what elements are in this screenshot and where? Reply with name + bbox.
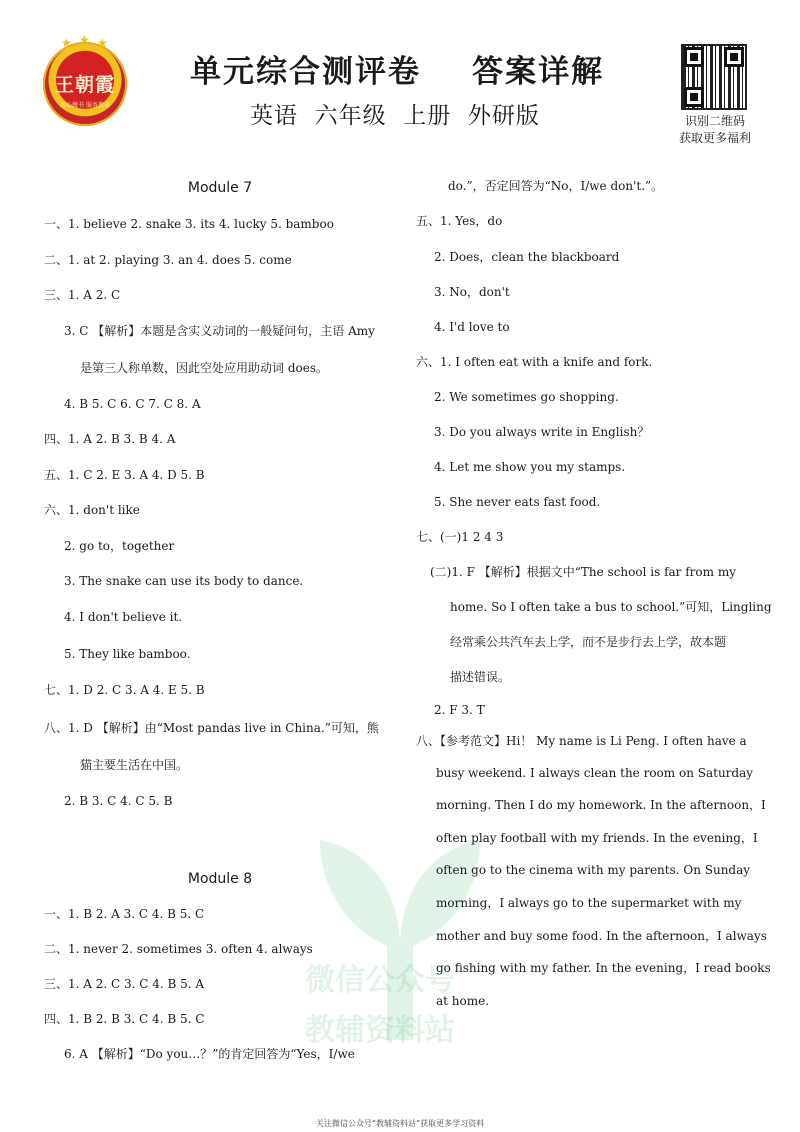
answer-line: 二、1. at 2. playing 3. an 4. does 5. come [44, 253, 292, 267]
answer-line: 2. go to，together [64, 539, 175, 553]
answer-line: 4. I'd love to [434, 320, 510, 334]
page-title: 单元综合测评卷 答案详解 [190, 54, 605, 90]
answer-line: 四、1. B 2. B 3. C 4. B 5. C [44, 1012, 205, 1026]
answer-line: 3. The snake can use its body to dance. [64, 574, 304, 588]
answer-line: 5. She never eats fast food. [434, 495, 601, 509]
answer-line: 六、1. don't like [44, 503, 140, 517]
watermark-line2: 教辅资料站 [305, 1013, 455, 1048]
answer-line: 三、1. A 2. C [44, 288, 121, 302]
watermark-line1: 微信公众号 [305, 963, 455, 998]
answer-line: 6. A 【解析】“Do you…？”的肯定回答为“Yes，I/we [64, 1047, 355, 1061]
module8-heading: Module 8 [187, 871, 253, 887]
answer-line: 2. B 3. C 4. C 5. B [64, 794, 173, 808]
answer-line: 描述错误。 [450, 670, 511, 684]
answer-line: 三、1. A 2. C 3. C 4. B 5. A [44, 977, 205, 991]
answer-line: morning. Then I do my homework. In the afternoon，I [436, 798, 766, 812]
answer-line: 2. Does，clean the blackboard [434, 250, 620, 264]
star-icon: ★ [97, 36, 108, 50]
answer-line: 一、1. believe 2. snake 3. its 4. lucky 5. bamboo [44, 217, 334, 231]
qr-caption-line2: 获取更多福利 [678, 131, 751, 145]
answer-line: 4. Let me show you my stamps. [434, 460, 626, 474]
module7-heading: Module 7 [187, 180, 253, 196]
answer-line: go fishing with my father. In the evening，I read books [436, 961, 771, 975]
answer-line: 3. No，don't [434, 285, 510, 299]
answer-line: 七、(一)1 2 4 3 [416, 530, 504, 544]
answer-line: morning，I always go to the supermarket with my [436, 896, 742, 910]
star-icon: ★ [79, 33, 90, 47]
qr-caption-line1: 识别二维码 [684, 114, 745, 128]
brand-logo [43, 33, 127, 126]
answer-line: often play football with my friends. In the evening，I [436, 831, 758, 845]
answer-line: 五、1. C 2. E 3. A 4. D 5. B [44, 468, 205, 482]
qr-caption [660, 113, 770, 147]
answer-line: (二)1. F 【解析】根据文中“The school is far from my [430, 565, 736, 579]
answer-line: 经常乘公共汽车去上学，而不是步行去上学，故本题 [450, 635, 727, 649]
answer-line: mother and buy some food. In the afternoon，I always [436, 929, 767, 943]
answer-line: busy weekend. I always clean the room on Saturday [436, 766, 754, 780]
answer-line: 2. F 3. T [434, 703, 485, 717]
answer-line: 六、1. I often eat with a knife and fork. [416, 355, 653, 369]
star-icon: ★ [61, 36, 72, 50]
answer-line: 4. B 5. C 6. C 7. C 8. A [64, 397, 201, 411]
answer-line: 一、1. B 2. A 3. C 4. B 5. C [44, 907, 205, 921]
logo-subtext: 用心做书 服务教育 [60, 102, 110, 109]
answer-line: 是第三人称单数，因此空处应用助动词 does。 [80, 361, 328, 375]
answer-line: 5. They like bamboo. [64, 647, 191, 661]
answer-line: do.”，否定回答为“No，I/we don't.”。 [448, 179, 664, 193]
page-footer: 关注微信公众号“教辅资料站”获取更多学习资料 [315, 1119, 485, 1128]
logo-text: 王朝霞 [54, 74, 115, 96]
page-subtitle: 英语 六年级 上册 外研版 [250, 103, 540, 129]
answer-line: at home. [436, 994, 490, 1008]
answer-line: home. So I often take a bus to school.”可知，Lingling [450, 600, 772, 614]
answer-line: 猫主要生活在中国。 [80, 758, 189, 772]
answer-line: 八、1. D 【解析】由“Most pandas live in China.”可知，熊 [44, 721, 379, 735]
answer-line: 七、1. D 2. C 3. A 4. E 5. B [44, 683, 205, 697]
answer-line: 2. We sometimes go shopping. [434, 390, 619, 404]
answer-line: 五、1. Yes，do [416, 214, 503, 228]
answer-line: 3. Do you always write in English？ [434, 425, 650, 439]
answer-line: 四、1. A 2. B 3. B 4. A [44, 432, 176, 446]
answer-line: 4. I don't believe it. [64, 610, 183, 624]
answer-line: often go to the cinema with my parents. On Sunday [436, 863, 751, 877]
qr-code[interactable] [681, 44, 747, 110]
answer-line: 二、1. never 2. sometimes 3. often 4. always [44, 942, 313, 956]
answer-line: 八、【参考范文】Hi！ My name is Li Peng. I often have a [416, 734, 747, 748]
answer-line: 3. C 【解析】本题是含实义动词的一般疑问句，主语 Amy [64, 324, 375, 338]
